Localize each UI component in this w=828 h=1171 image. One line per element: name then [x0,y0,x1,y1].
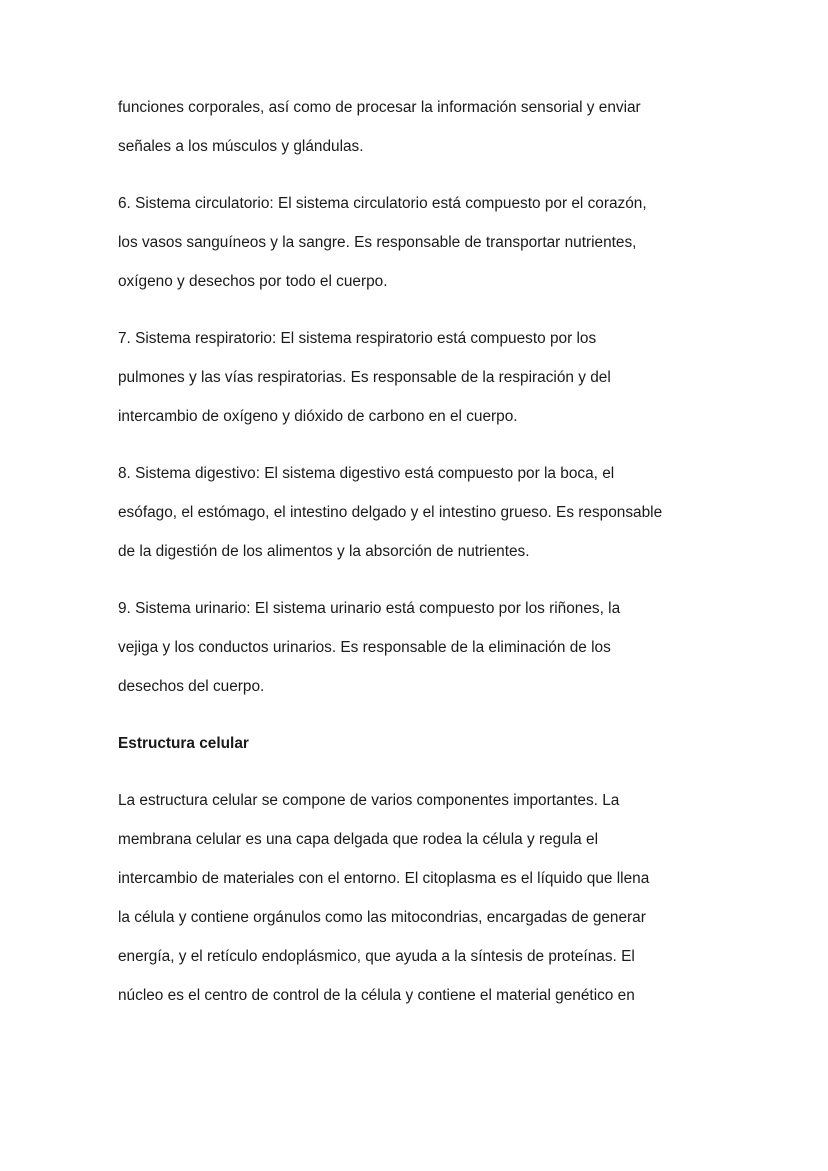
paragraph-circulatory-system [118,184,718,301]
text-line: intercambio de materiales con el entorno. El citoplasma es el líquido que llena [118,870,650,887]
text-line: membrana celular es una capa delgada que rodea la célula y regula el [118,831,598,848]
text-line: esófago, el estómago, el intestino delgado y el intestino grueso. Es responsable [118,504,663,521]
text-line: energía, y el retículo endoplásmico, que ayuda a la síntesis de proteínas. El [118,948,635,965]
text-line: desechos del cuerpo. [118,678,265,695]
text-line: la célula y contiene orgánulos como las mitocondrias, encargadas de generar [118,909,646,926]
text-line: vejiga y los conductos urinarios. Es responsable de la eliminación de los [118,639,611,656]
text-line: núcleo es el centro de control de la célula y contiene el material genético en [118,987,635,1004]
text-line: de la digestión de los alimentos y la absorción de nutrientes. [118,543,530,560]
text-line: los vasos sanguíneos y la sangre. Es responsable de transportar nutrientes, [118,234,637,251]
paragraph-digestive-system [118,454,718,571]
paragraph-intro [118,88,718,166]
text-line: señales a los músculos y glándulas. [118,138,364,155]
paragraph-urinary-system [118,589,718,706]
text-line: funciones corporales, así como de procesar la información sensorial y enviar [118,99,641,116]
text-line: pulmones y las vías respiratorias. Es responsable de la respiración y del [118,369,611,386]
text-line: La estructura celular se compone de varios componentes importantes. La [118,792,620,809]
text-line: 9. Sistema urinario: El sistema urinario está compuesto por los riñones, la [118,600,621,617]
text-line: 6. Sistema circulatorio: El sistema circulatorio está compuesto por el corazón, [118,195,647,212]
text-line: 7. Sistema respiratorio: El sistema respiratorio está compuesto por los [118,330,597,347]
text-line: intercambio de oxígeno y dióxido de carbono en el cuerpo. [118,408,518,425]
paragraph-cell-structure [118,781,718,1015]
text-line: 8. Sistema digestivo: El sistema digestivo está compuesto por la boca, el [118,465,615,482]
text-line: oxígeno y desechos por todo el cuerpo. [118,273,388,290]
paragraph-respiratory-system [118,319,718,436]
document-body [118,88,718,1015]
section-heading: Estructura celular [118,735,249,752]
